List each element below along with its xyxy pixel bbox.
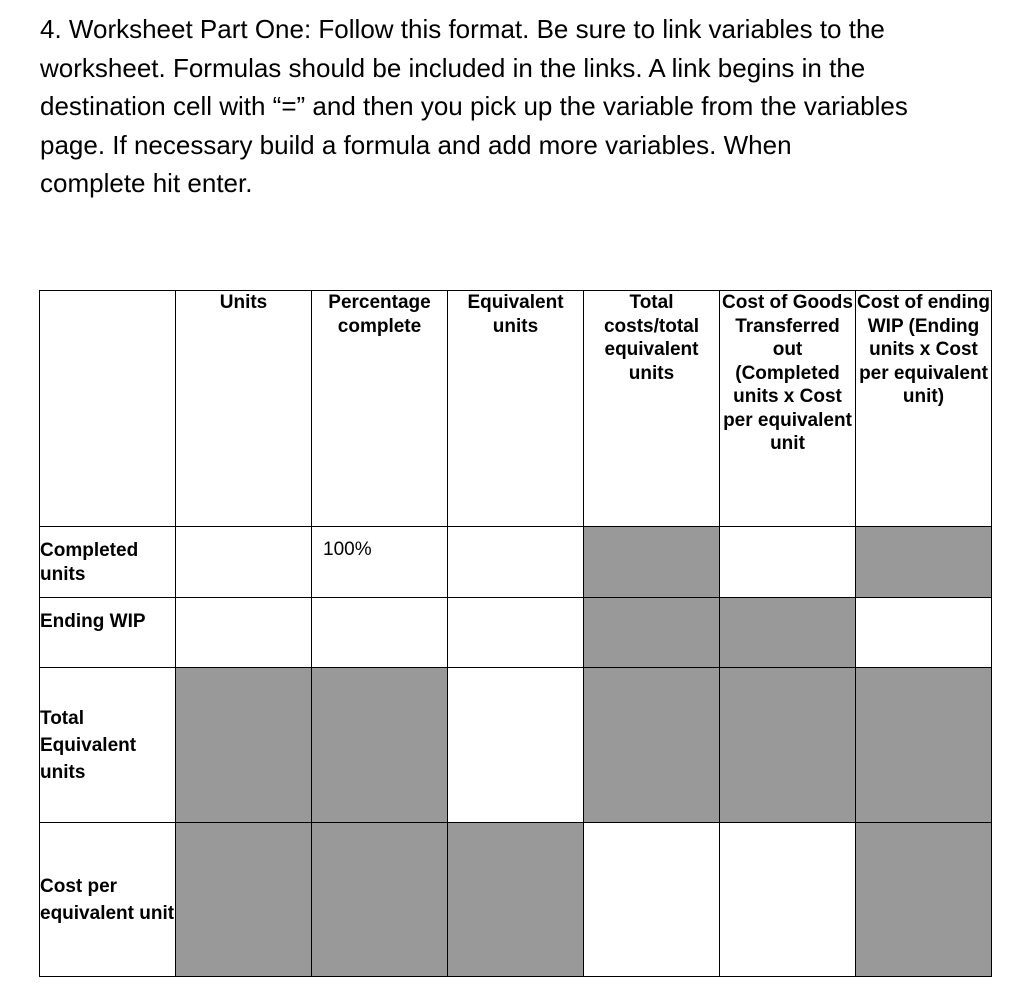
- column-header-cost-per-equivalent-unit: Total costs/total equivalent units: [584, 291, 720, 527]
- worksheet-cell[interactable]: [720, 668, 856, 823]
- instructions-line: destination cell with “=” and then you pick up the variable from the variables: [40, 91, 908, 121]
- cell-value: 100%: [323, 539, 372, 560]
- worksheet-cell[interactable]: [584, 823, 720, 977]
- cell-value: [856, 527, 991, 539]
- column-header-cost-transferred-out: Cost of Goods Transferred out (Completed units x Cost per equivalent unit: [720, 291, 856, 527]
- column-header-equivalent-units: Equivalent units: [448, 291, 584, 527]
- header-row: [40, 291, 992, 527]
- worksheet-cell[interactable]: [448, 527, 584, 598]
- cell-value: [448, 668, 583, 680]
- cell-value: [720, 823, 855, 835]
- cell-value: [312, 598, 447, 610]
- column-header-units: Units: [176, 291, 312, 527]
- worksheet-cell[interactable]: [584, 668, 720, 823]
- worksheet-cell[interactable]: [176, 823, 312, 977]
- worksheet-cell[interactable]: [584, 527, 720, 598]
- instructions-line: page. If necessary build a formula and add more variables. When: [40, 129, 792, 160]
- instructions-line: complete hit enter.: [40, 168, 253, 198]
- worksheet-cell[interactable]: [176, 527, 312, 598]
- worksheet-cell[interactable]: [448, 823, 584, 977]
- worksheet-cell[interactable]: [584, 598, 720, 668]
- column-header-percentage-complete: Percentage complete: [312, 291, 448, 527]
- table-row: [40, 527, 992, 598]
- cell-value: [312, 823, 447, 835]
- worksheet-cell[interactable]: [720, 598, 856, 668]
- row-header-cost-per-equivalent-unit: Cost per equivalent unit: [40, 823, 176, 977]
- worksheet-cell[interactable]: [856, 598, 992, 668]
- worksheet-cell[interactable]: [448, 598, 584, 668]
- cell-value: [176, 668, 311, 680]
- cell-value: [448, 598, 583, 610]
- cell-value: [856, 598, 991, 610]
- cell-value: [856, 668, 991, 680]
- worksheet-cell[interactable]: [176, 598, 312, 668]
- cell-value: [720, 668, 855, 680]
- worksheet-cell[interactable]: [312, 598, 448, 668]
- worksheet-cell[interactable]: [312, 668, 448, 823]
- row-header-ending-wip: Ending WIP: [40, 598, 176, 668]
- cell-value: [448, 527, 583, 539]
- table-row: [40, 823, 992, 977]
- cell-value: [176, 823, 311, 835]
- instructions-line: worksheet. Formulas should be included in the links. A link begins in the: [40, 52, 866, 83]
- worksheet-cell[interactable]: [856, 668, 992, 823]
- row-header-completed-units: Completed units: [40, 527, 176, 598]
- column-header-cost-ending-wip: Cost of ending WIP (Ending units x Cost per equivalent unit): [856, 291, 992, 527]
- instructions-line: 4. Worksheet Part One: Follow this format. Be sure to link variables to the: [40, 14, 885, 44]
- table-row: [40, 598, 992, 668]
- cell-value: [176, 598, 311, 610]
- worksheet-cell[interactable]: [312, 823, 448, 977]
- worksheet-cell[interactable]: [720, 823, 856, 977]
- corner-cell: [40, 291, 176, 527]
- worksheet-cell[interactable]: [312, 527, 448, 598]
- row-header-total-equivalent-units: Total Equivalent units: [40, 668, 176, 823]
- worksheet-cell[interactable]: [856, 527, 992, 598]
- cell-value: [720, 527, 855, 539]
- cell-value: [584, 668, 719, 680]
- cell-value: [584, 527, 719, 539]
- worksheet-cell[interactable]: [720, 527, 856, 598]
- worksheet-table: [39, 290, 992, 977]
- cell-value: [312, 668, 447, 680]
- cell-value: [584, 598, 719, 610]
- worksheet-cell[interactable]: [448, 668, 584, 823]
- cell-value: [176, 527, 311, 539]
- worksheet-cell[interactable]: [176, 668, 312, 823]
- cell-value: [584, 823, 719, 835]
- cell-value: [856, 823, 991, 835]
- cell-value: [720, 598, 855, 610]
- instructions-text: [40, 10, 1015, 203]
- table-row: [40, 668, 992, 823]
- cell-value: [448, 823, 583, 835]
- worksheet-cell[interactable]: [856, 823, 992, 977]
